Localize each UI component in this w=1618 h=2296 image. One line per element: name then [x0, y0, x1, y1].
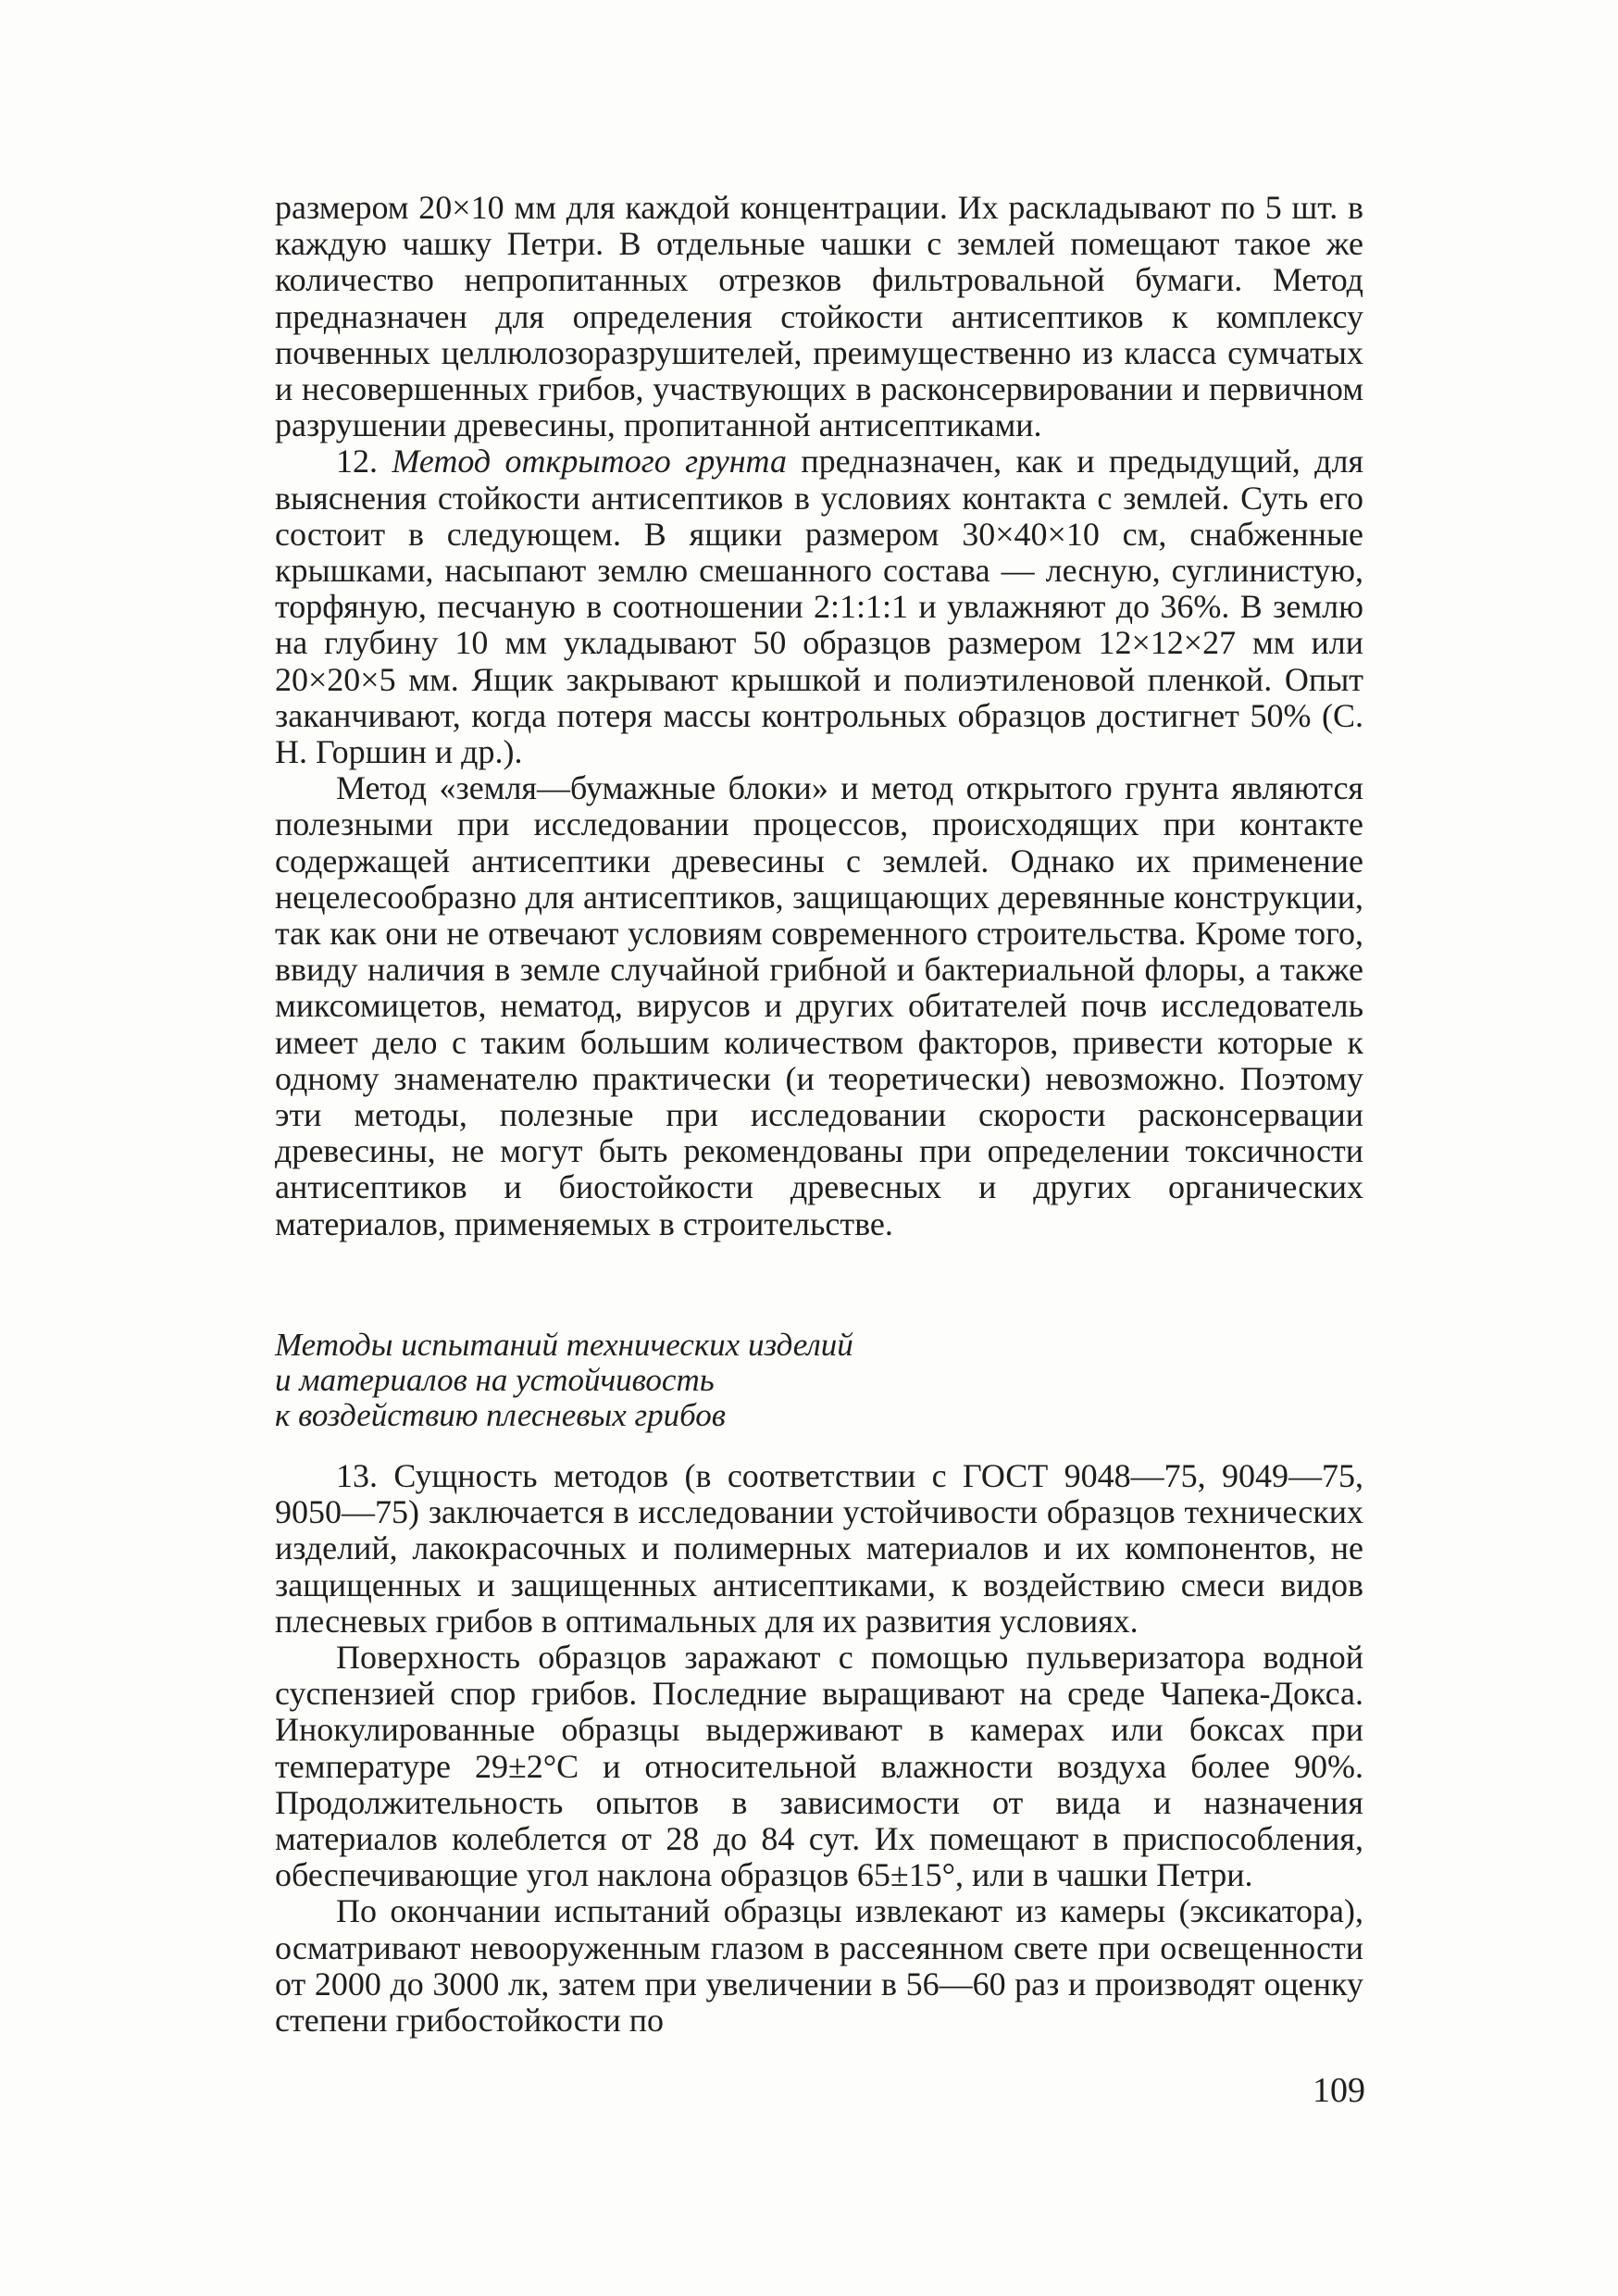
- paragraph-end: По окончании испытаний образцы извлекают из камеры (эксикатора), осматривают невооруженным глазом в рассеянном свете при освещенности от 2000 до 3000 лк, затем при увеличении в 56—60 раз и производят оценку степени грибостойкости по: [275, 1892, 1363, 2040]
- paragraph-12-title: Метод открытого грунта: [392, 443, 787, 480]
- section-heading: [275, 1328, 1363, 1433]
- lower-text-block: [275, 1458, 1363, 2039]
- paragraph-surface: Поверхность образцов заражают с помощью пульверизатора водной суспензией спор грибов. Последние выращивают на среде Чапека-Докса. Инокулированные образцы выдерживают в камерах или боксах при температуре 29±2°С и относительной влажности воздуха более 90%. Продолжительность опытов в зависимости от вида и назначения материалов колеблется от 28 до 84 сут. Их помещают в приспособления, обеспечивающие угол наклона образцов 65±15°, или в чашки Петри.: [275, 1639, 1363, 1894]
- paragraph-12-number: 12.: [336, 443, 378, 480]
- paragraph-12-text: предназначен, как и предыдущий, для выяснения стойкости антисептиков в условиях контакта с землей. Суть его состоит в следующем. В ящики размером 30×40×10 см, снабженные крышками, насыпают землю смешанного состава — лесную, суглинистую, торфяную, песчаную в соотношении 2:1:1:1 и увлажняют до 36%. В землю на глубину 10 мм укладывают 50 образцов размером 12×12×27 мм или 20×20×5 мм. Ящик закрывают крышкой и полиэтиленовой пленкой. Опыт заканчивают, когда потеря массы контрольных образцов достигнет 50% (С. Н. Горшин и др.).: [275, 443, 1364, 771]
- upper-text-block: [275, 190, 1363, 1242]
- page-number: 109: [1313, 2071, 1365, 2110]
- paragraph-13: 13. Сущность методов (в соответствии с ГОСТ 9048—75, 9049—75, 9050—75) заключается в исследовании устойчивости образцов технических изделий, лакокрасочных и полимерных материалов и их компонентов, не защищенных и защищенных антисептиками, к воздействию смеси видов плесневых грибов в оптимальных для их развития условиях.: [275, 1457, 1363, 1640]
- paragraph-methods-note: Метод «земля—бумажные блоки» и метод открытого грунта являются полезными при исследовании процессов, происходящих при контакте содержащей антисептики древесины с землей. Однако их применение нецелесообразно для антисептиков, защищающих деревянные конструкции, так как они не отвечают условиям современного строительства. Кроме того, ввиду наличия в земле случайной грибной и бактериальной флоры, а также миксомицетов, нематод, вирусов и других обитателей почв исследователь имеет дело с таким большим количеством факторов, привести которые к одному знаменателю практически (и теоретически) невозможно. Поэтому эти методы, полезные при исследовании скорости расконсервации древесины, не могут быть рекомендованы при определении токсичности антисептиков и биостойкости древесных и других органических материалов, применяемых в строительстве.: [275, 769, 1363, 1242]
- paragraph-12: [275, 443, 1363, 770]
- section-heading-line: к воздействию плесневых грибов: [275, 1397, 726, 1433]
- paragraph-continued: размером 20×10 мм для каждой концентрации. Их раскладывают по 5 шт. в каждую чашку Петри. В отдельные чашки с землей помещают такое же количество непропитанных отрезков фильтровальной бумаги. Метод предназначен для определения стойкости антисептиков к комплексу почвенных целлюлозоразрушителей, преимущественно из класса сумчатых и несовершенных грибов, участвующих в расконсервировании и первичном разрушении древесины, пропитанной антисептиками.: [275, 189, 1363, 444]
- section-heading-line: Методы испытаний технических изделий: [275, 1327, 853, 1363]
- section-heading-line: и материалов на устойчивость: [275, 1362, 715, 1398]
